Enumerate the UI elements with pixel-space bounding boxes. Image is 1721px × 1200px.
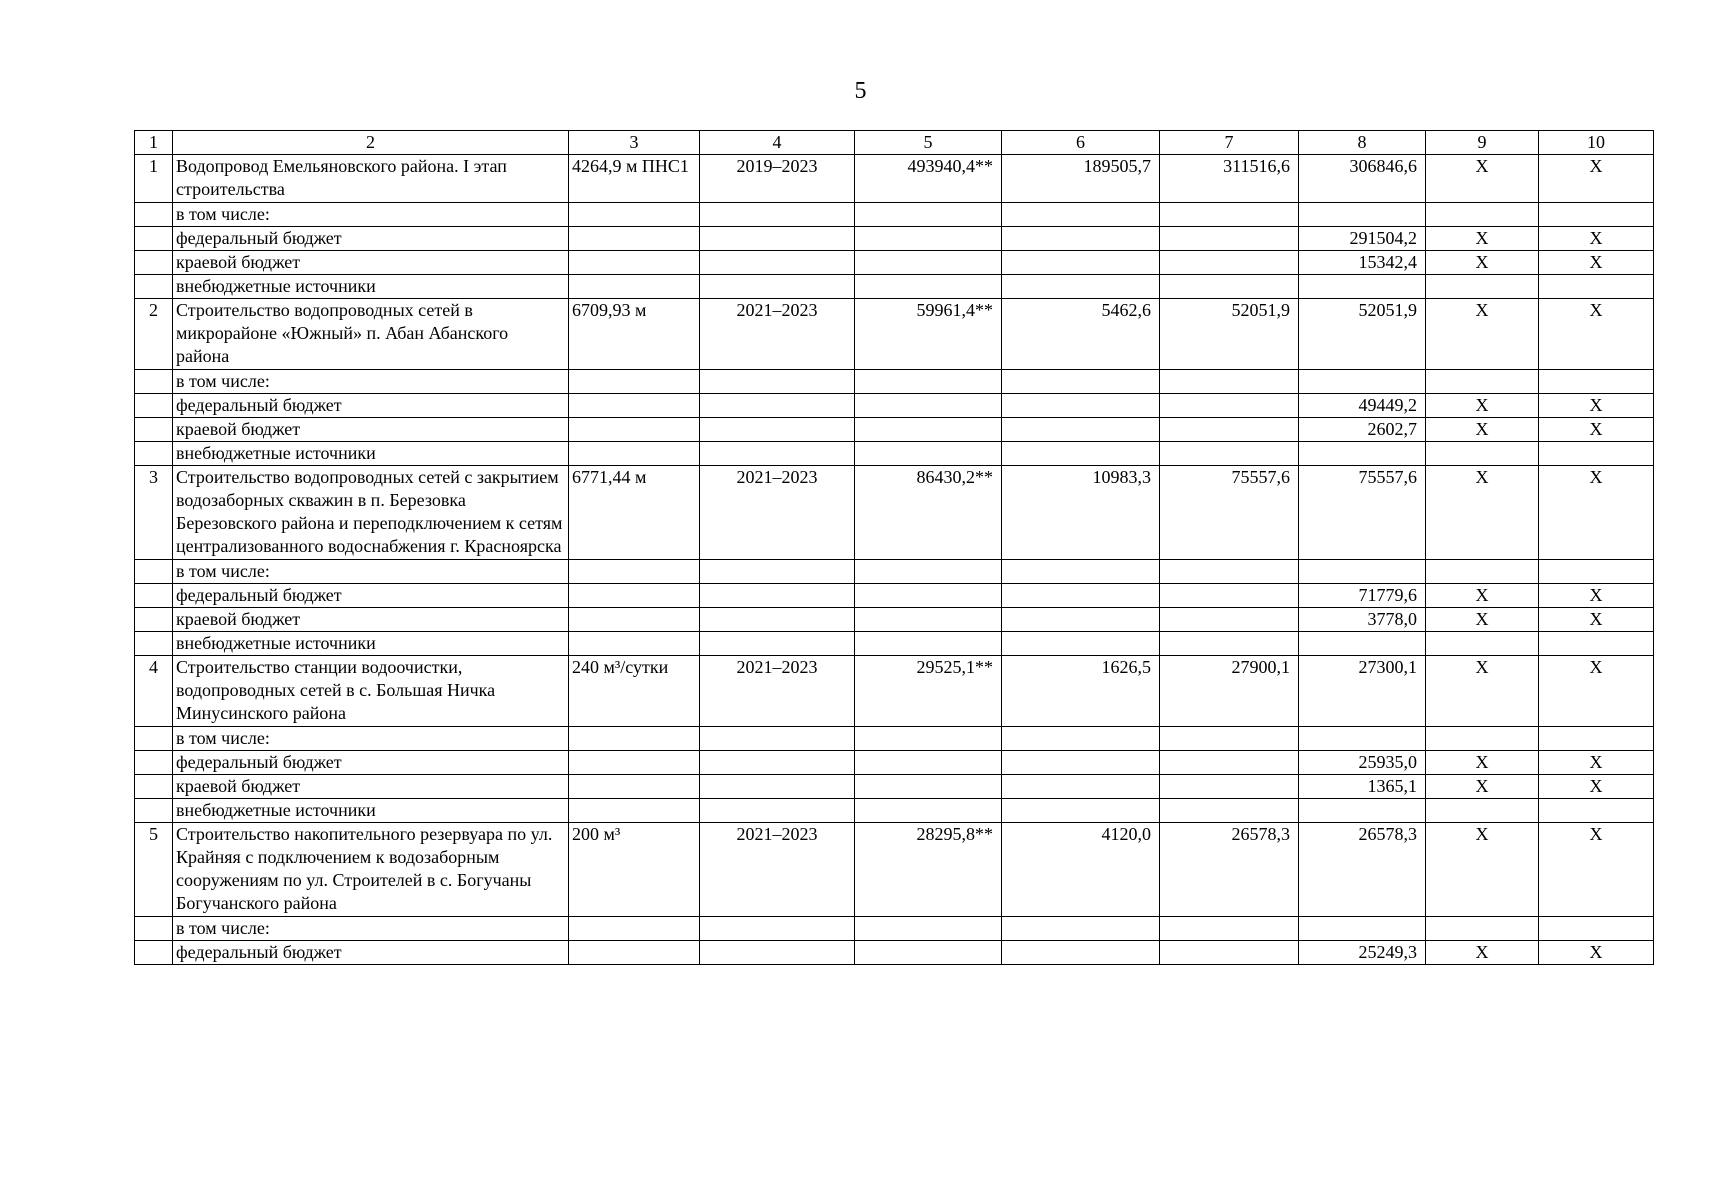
description-cell: в том числе: [173, 560, 569, 584]
period-cell [700, 442, 855, 466]
funding-row [135, 941, 1654, 965]
col9-mark-cell: X [1426, 251, 1539, 275]
period-cell [700, 632, 855, 656]
col10-mark-cell: X [1539, 227, 1654, 251]
capacity-cell: 4264,9 м ПНС1 [569, 155, 700, 203]
header-cell-2: 2 [173, 131, 569, 155]
col8-value-cell [1299, 370, 1426, 394]
estimated-cost-cell [855, 370, 1002, 394]
funding-row [135, 370, 1654, 394]
funding-row [135, 608, 1654, 632]
col10-mark-cell [1539, 560, 1654, 584]
col8-value-cell [1299, 799, 1426, 823]
capacity-cell [569, 917, 700, 941]
period-cell [700, 917, 855, 941]
col8-value-cell [1299, 727, 1426, 751]
col9-mark-cell: X [1426, 656, 1539, 727]
description-cell: Водопровод Емельяновского района. I этап строительства [173, 155, 569, 203]
col7-value-cell [1160, 251, 1299, 275]
description-cell: внебюджетные источники [173, 442, 569, 466]
col8-value-cell: 27300,1 [1299, 656, 1426, 727]
period-cell [700, 370, 855, 394]
col6-value-cell [1002, 727, 1160, 751]
col10-mark-cell: X [1539, 941, 1654, 965]
row-number-cell: 5 [135, 823, 173, 917]
estimated-cost-cell [855, 727, 1002, 751]
col8-value-cell [1299, 632, 1426, 656]
col8-value-cell: 75557,6 [1299, 466, 1426, 560]
estimated-cost-cell [855, 941, 1002, 965]
col8-value-cell: 291504,2 [1299, 227, 1426, 251]
col8-value-cell [1299, 203, 1426, 227]
estimated-cost-cell [855, 394, 1002, 418]
header-cell-6: 6 [1002, 131, 1160, 155]
row-number-cell: 3 [135, 466, 173, 560]
description-cell: внебюджетные источники [173, 632, 569, 656]
col7-value-cell [1160, 227, 1299, 251]
col8-value-cell [1299, 917, 1426, 941]
capacity-cell [569, 251, 700, 275]
description-cell: федеральный бюджет [173, 584, 569, 608]
period-cell [700, 799, 855, 823]
estimated-cost-cell [855, 227, 1002, 251]
period-cell: 2021–2023 [700, 466, 855, 560]
col7-value-cell [1160, 442, 1299, 466]
estimated-cost-cell: 59961,4** [855, 299, 1002, 370]
project-row [135, 155, 1654, 203]
period-cell: 2021–2023 [700, 823, 855, 917]
col9-mark-cell [1426, 275, 1539, 299]
col7-value-cell: 75557,6 [1160, 466, 1299, 560]
row-number-cell [135, 775, 173, 799]
col9-mark-cell [1426, 917, 1539, 941]
col8-value-cell: 25935,0 [1299, 751, 1426, 775]
period-cell [700, 560, 855, 584]
description-cell: краевой бюджет [173, 251, 569, 275]
period-cell [700, 727, 855, 751]
row-number-cell [135, 370, 173, 394]
col9-mark-cell: X [1426, 941, 1539, 965]
description-cell: краевой бюджет [173, 775, 569, 799]
capacity-cell [569, 608, 700, 632]
col7-value-cell [1160, 775, 1299, 799]
col8-value-cell: 2602,7 [1299, 418, 1426, 442]
estimated-cost-cell [855, 799, 1002, 823]
header-cell-7: 7 [1160, 131, 1299, 155]
funding-row [135, 227, 1654, 251]
col9-mark-cell: X [1426, 751, 1539, 775]
capacity-cell [569, 799, 700, 823]
row-number-cell: 1 [135, 155, 173, 203]
funding-row [135, 727, 1654, 751]
col9-mark-cell: X [1426, 394, 1539, 418]
capacity-cell [569, 203, 700, 227]
header-cell-5: 5 [855, 131, 1002, 155]
col10-mark-cell [1539, 917, 1654, 941]
row-number-cell [135, 227, 173, 251]
capacity-cell: 240 м³/сутки [569, 656, 700, 727]
col9-mark-cell [1426, 370, 1539, 394]
description-cell: в том числе: [173, 203, 569, 227]
col7-value-cell [1160, 394, 1299, 418]
col6-value-cell [1002, 560, 1160, 584]
col6-value-cell: 5462,6 [1002, 299, 1160, 370]
col10-mark-cell [1539, 370, 1654, 394]
description-cell: в том числе: [173, 917, 569, 941]
capacity-cell [569, 394, 700, 418]
col9-mark-cell: X [1426, 466, 1539, 560]
capacity-cell [569, 442, 700, 466]
col7-value-cell [1160, 560, 1299, 584]
period-cell [700, 608, 855, 632]
col8-value-cell: 52051,9 [1299, 299, 1426, 370]
col9-mark-cell [1426, 632, 1539, 656]
col7-value-cell [1160, 941, 1299, 965]
col7-value-cell [1160, 275, 1299, 299]
row-number-cell [135, 632, 173, 656]
col10-mark-cell [1539, 727, 1654, 751]
row-number-cell [135, 917, 173, 941]
col9-mark-cell: X [1426, 418, 1539, 442]
col8-value-cell: 1365,1 [1299, 775, 1426, 799]
col7-value-cell [1160, 632, 1299, 656]
project-row [135, 466, 1654, 560]
header-cell-4: 4 [700, 131, 855, 155]
col6-value-cell [1002, 632, 1160, 656]
funding-row [135, 394, 1654, 418]
funding-row [135, 584, 1654, 608]
period-cell [700, 394, 855, 418]
header-cell-1: 1 [135, 131, 173, 155]
capacity-cell [569, 560, 700, 584]
program-table [134, 130, 1654, 965]
estimated-cost-cell [855, 418, 1002, 442]
col7-value-cell [1160, 751, 1299, 775]
col6-value-cell [1002, 275, 1160, 299]
period-cell [700, 941, 855, 965]
estimated-cost-cell [855, 251, 1002, 275]
col10-mark-cell [1539, 275, 1654, 299]
col6-value-cell: 4120,0 [1002, 823, 1160, 917]
col10-mark-cell: X [1539, 466, 1654, 560]
col10-mark-cell: X [1539, 751, 1654, 775]
funding-row [135, 251, 1654, 275]
col7-value-cell [1160, 608, 1299, 632]
estimated-cost-cell [855, 632, 1002, 656]
col9-mark-cell: X [1426, 584, 1539, 608]
period-cell [700, 418, 855, 442]
col6-value-cell [1002, 941, 1160, 965]
header-cell-10: 10 [1539, 131, 1654, 155]
funding-row [135, 275, 1654, 299]
capacity-cell [569, 370, 700, 394]
period-cell [700, 203, 855, 227]
description-cell: в том числе: [173, 370, 569, 394]
table-body [135, 131, 1654, 965]
description-cell: федеральный бюджет [173, 751, 569, 775]
period-cell [700, 227, 855, 251]
description-cell: внебюджетные источники [173, 275, 569, 299]
funding-row [135, 917, 1654, 941]
project-row [135, 299, 1654, 370]
col7-value-cell [1160, 917, 1299, 941]
col10-mark-cell [1539, 799, 1654, 823]
row-number-cell [135, 799, 173, 823]
row-number-cell [135, 584, 173, 608]
col8-value-cell [1299, 275, 1426, 299]
description-cell: федеральный бюджет [173, 941, 569, 965]
row-number-cell: 2 [135, 299, 173, 370]
description-cell: внебюджетные источники [173, 799, 569, 823]
estimated-cost-cell: 493940,4** [855, 155, 1002, 203]
col6-value-cell [1002, 799, 1160, 823]
col8-value-cell: 26578,3 [1299, 823, 1426, 917]
col10-mark-cell: X [1539, 608, 1654, 632]
row-number-cell [135, 751, 173, 775]
period-cell [700, 251, 855, 275]
page-number: 5 [854, 78, 867, 104]
col7-value-cell: 311516,6 [1160, 155, 1299, 203]
period-cell [700, 275, 855, 299]
description-cell: Строительство водопроводных сетей с закрытием водозаборных скважин в п. Березовка Березовского района и переподключением к сетям централизованного водоснабжения г. Красноярска [173, 466, 569, 560]
col9-mark-cell [1426, 799, 1539, 823]
col8-value-cell [1299, 442, 1426, 466]
col9-mark-cell: X [1426, 299, 1539, 370]
funding-row [135, 775, 1654, 799]
col10-mark-cell: X [1539, 299, 1654, 370]
period-cell: 2021–2023 [700, 656, 855, 727]
estimated-cost-cell [855, 560, 1002, 584]
row-number-cell [135, 203, 173, 227]
estimated-cost-cell: 86430,2** [855, 466, 1002, 560]
description-cell: краевой бюджет [173, 418, 569, 442]
col7-value-cell [1160, 203, 1299, 227]
description-cell: Строительство накопительного резервуара по ул. Крайняя с подключением к водозаборным сооружениям по ул. Строителей в с. Богучаны Богучанского района [173, 823, 569, 917]
col9-mark-cell [1426, 727, 1539, 751]
col9-mark-cell: X [1426, 227, 1539, 251]
col6-value-cell [1002, 775, 1160, 799]
capacity-cell [569, 418, 700, 442]
row-number-cell: 4 [135, 656, 173, 727]
capacity-cell [569, 275, 700, 299]
header-cell-9: 9 [1426, 131, 1539, 155]
capacity-cell [569, 227, 700, 251]
col6-value-cell [1002, 917, 1160, 941]
col10-mark-cell: X [1539, 418, 1654, 442]
estimated-cost-cell [855, 584, 1002, 608]
col10-mark-cell [1539, 632, 1654, 656]
col10-mark-cell [1539, 203, 1654, 227]
col10-mark-cell: X [1539, 251, 1654, 275]
col6-value-cell [1002, 418, 1160, 442]
col9-mark-cell: X [1426, 775, 1539, 799]
project-row [135, 823, 1654, 917]
estimated-cost-cell [855, 275, 1002, 299]
col10-mark-cell: X [1539, 656, 1654, 727]
estimated-cost-cell [855, 917, 1002, 941]
capacity-cell [569, 751, 700, 775]
project-row [135, 656, 1654, 727]
description-cell: краевой бюджет [173, 608, 569, 632]
description-cell: в том числе: [173, 727, 569, 751]
row-number-cell [135, 608, 173, 632]
row-number-cell [135, 442, 173, 466]
funding-row [135, 560, 1654, 584]
col9-mark-cell [1426, 560, 1539, 584]
capacity-cell [569, 941, 700, 965]
row-number-cell [135, 394, 173, 418]
col10-mark-cell: X [1539, 394, 1654, 418]
col6-value-cell [1002, 227, 1160, 251]
col7-value-cell [1160, 418, 1299, 442]
estimated-cost-cell [855, 203, 1002, 227]
col6-value-cell [1002, 394, 1160, 418]
estimated-cost-cell [855, 442, 1002, 466]
capacity-cell: 200 м³ [569, 823, 700, 917]
period-cell: 2019–2023 [700, 155, 855, 203]
col7-value-cell: 52051,9 [1160, 299, 1299, 370]
col7-value-cell [1160, 727, 1299, 751]
funding-row [135, 418, 1654, 442]
col8-value-cell [1299, 560, 1426, 584]
col8-value-cell: 306846,6 [1299, 155, 1426, 203]
col8-value-cell: 15342,4 [1299, 251, 1426, 275]
col8-value-cell: 3778,0 [1299, 608, 1426, 632]
header-row [135, 131, 1654, 155]
col10-mark-cell: X [1539, 155, 1654, 203]
col10-mark-cell: X [1539, 584, 1654, 608]
col6-value-cell [1002, 203, 1160, 227]
col9-mark-cell [1426, 442, 1539, 466]
col7-value-cell [1160, 799, 1299, 823]
period-cell [700, 751, 855, 775]
col7-value-cell [1160, 370, 1299, 394]
funding-row [135, 799, 1654, 823]
row-number-cell [135, 727, 173, 751]
col7-value-cell [1160, 584, 1299, 608]
description-cell: федеральный бюджет [173, 394, 569, 418]
col8-value-cell: 49449,2 [1299, 394, 1426, 418]
estimated-cost-cell: 29525,1** [855, 656, 1002, 727]
description-cell: федеральный бюджет [173, 227, 569, 251]
col7-value-cell: 27900,1 [1160, 656, 1299, 727]
capacity-cell: 6771,44 м [569, 466, 700, 560]
funding-row [135, 632, 1654, 656]
row-number-cell [135, 560, 173, 584]
col9-mark-cell: X [1426, 155, 1539, 203]
col10-mark-cell: X [1539, 775, 1654, 799]
estimated-cost-cell: 28295,8** [855, 823, 1002, 917]
estimated-cost-cell [855, 608, 1002, 632]
col9-mark-cell [1426, 203, 1539, 227]
row-number-cell [135, 941, 173, 965]
header-cell-3: 3 [569, 131, 700, 155]
col8-value-cell: 71779,6 [1299, 584, 1426, 608]
capacity-cell [569, 775, 700, 799]
col7-value-cell: 26578,3 [1160, 823, 1299, 917]
period-cell [700, 584, 855, 608]
capacity-cell [569, 727, 700, 751]
funding-row [135, 203, 1654, 227]
col6-value-cell: 10983,3 [1002, 466, 1160, 560]
capacity-cell [569, 632, 700, 656]
period-cell: 2021–2023 [700, 299, 855, 370]
col6-value-cell [1002, 370, 1160, 394]
col6-value-cell: 1626,5 [1002, 656, 1160, 727]
col6-value-cell [1002, 584, 1160, 608]
funding-row [135, 751, 1654, 775]
row-number-cell [135, 418, 173, 442]
funding-row [135, 442, 1654, 466]
col6-value-cell [1002, 442, 1160, 466]
period-cell [700, 775, 855, 799]
col6-value-cell [1002, 751, 1160, 775]
col10-mark-cell [1539, 442, 1654, 466]
col6-value-cell [1002, 251, 1160, 275]
col6-value-cell [1002, 608, 1160, 632]
col6-value-cell: 189505,7 [1002, 155, 1160, 203]
row-number-cell [135, 275, 173, 299]
col10-mark-cell: X [1539, 823, 1654, 917]
col9-mark-cell: X [1426, 823, 1539, 917]
estimated-cost-cell [855, 751, 1002, 775]
col8-value-cell: 25249,3 [1299, 941, 1426, 965]
estimated-cost-cell [855, 775, 1002, 799]
capacity-cell: 6709,93 м [569, 299, 700, 370]
capacity-cell [569, 584, 700, 608]
description-cell: Строительство водопроводных сетей в микрорайоне «Южный» п. Абан Абанского района [173, 299, 569, 370]
description-cell: Строительство станции водоочистки, водопроводных сетей в с. Большая Ничка Минусинского района [173, 656, 569, 727]
row-number-cell [135, 251, 173, 275]
header-cell-8: 8 [1299, 131, 1426, 155]
col9-mark-cell: X [1426, 608, 1539, 632]
